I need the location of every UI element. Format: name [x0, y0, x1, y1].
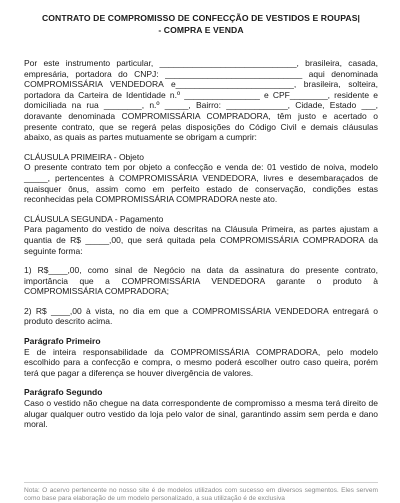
- payment-item-2: 2) R$ ____,00 à vista, no dia em que a COMPROMISSÁRIA VENDEDORA entregará o produto descrito acima.: [24, 305, 378, 327]
- paragraph-1-text: E de inteira responsabilidade da COMPROMISSÁRIA COMPRADORA, pelo modelo escolhido para a confecção e compra, o mesmo poderá escolher outro caso queira, porém terá que pagar a diferença se houver divergência de valores.: [24, 346, 378, 378]
- title-line-2: - COMPRA E VENDA: [158, 25, 244, 35]
- paragraph-2-text: Caso o vestido não chegue na data correspondente de compromisso a mesma terá direito de alugar qualquer outro vestido da loja pelo valor de sinal, garantindo assim sem perda e dano moral.: [24, 398, 378, 430]
- paragraph-1-heading: Parágrafo Primeiro: [24, 336, 101, 347]
- paragraph-2-heading: Parágrafo Segundo: [24, 387, 103, 398]
- title-line-1: CONTRATO DE COMPROMISSO DE CONFECÇÃO DE VESTIDOS E ROUPAS|: [41, 13, 361, 23]
- clause-2-text: Para pagamento do vestido de noiva descritas na Cláusula Primeira, as partes ajustam a quantia de R$ _____,00, que será quitada pela COMPROMISSÁRIA COMPRADORA da seguinte forma:: [24, 224, 378, 256]
- document-title: [24, 12, 378, 36]
- clause-2-heading: CLÁUSULA SEGUNDA - Pagamento: [24, 213, 164, 224]
- clause-1-heading: CLÁUSULA PRIMEIRA - Objeto: [24, 151, 144, 162]
- clause-1-text: O presente contrato tem por objeto a confecção e venda de: 01 vestido de noiva, modelo _____, pertencentes à COMPROMISSÁRIA VENDEDORA, livres e desembaraçados de quaisquer ônus, assim como em perfeito estado de conservação, condições estas reconhecidas pela COMPROMISSÁRIA COMPRADORA neste ato.: [24, 162, 378, 205]
- footer-note: Nota: O acervo pertencente no nosso site é de modelos utilizados com sucesso em diversos segmentos. Eles servem como base para elaboração de um modelo personalizado, a sua utilização é de exclusiva: [24, 482, 378, 503]
- payment-item-1: 1) R$____,00, como sinal de Negócio na data da assinatura do presente contrato, importância que a COMPROMISSÁRIA VENDEDORA garante o produto à COMPROMISSÁRIA COMPRADORA;: [24, 265, 378, 297]
- intro-paragraph: Por este instrumento particular, _____________________________, brasileira, casada, empresária, portadora do CNPJ: _____________________________ aqui denominada COMPROMISSÁRIA VENDEDORA e_________________________, brasileira, solteira, portadora da Carteira de Identidade n.º ________________ e CPF________, residente e domiciliada na rua ________, n.º _____, Bairro: _____________, Cidade, Estado ___, doravante denominada COMPROMISSÁRIA COMPRADORA, têm justo e acertado o presente contrato, que se regerá pelas disposições do Código Civil e demais cláusulas abaixo, as quais as partes mutuamente se obrigam a cumprir:: [24, 58, 378, 143]
